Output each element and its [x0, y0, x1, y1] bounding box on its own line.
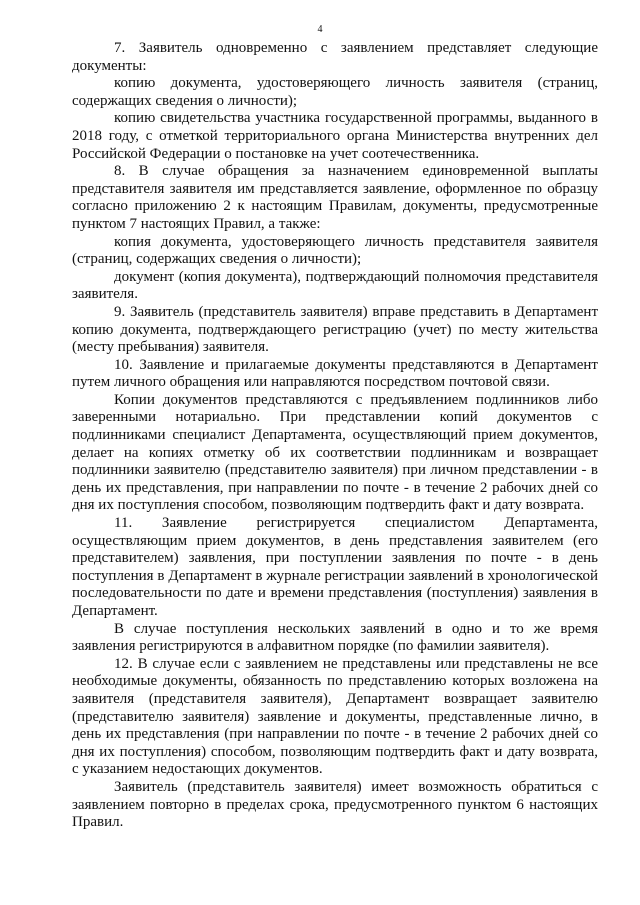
paragraph-8-item-authority-document: документ (копия документа), подтверждающий полномочия представителя заявителя.: [72, 268, 598, 303]
paragraph-7-item-certificate-copy: копию свидетельства участника государственной программы, выданного в 2018 году, с отметкой территориального органа Министерства внутренних дел Российской Федерации о постановке на учет соотечественника.: [72, 110, 598, 162]
paragraph-8: 8. В случае обращения за назначением единовременной выплаты представителя заявителя им представляется заявление, оформленное по образцу согласно приложению 2 к настоящим Правилам, документы, предусмотренные пунктом 7 настоящих Правил, а также:: [72, 163, 598, 232]
paragraph-9: 9. Заявитель (представитель заявителя) вправе представить в Департамент копию документа, подтверждающего регистрацию (учет) по месту жительства (месту пребывания) заявителя.: [72, 303, 598, 356]
paragraph-10-copies: Копии документов представляются с предъявлением подлинников либо заверенными нотариально. При представлении копий документов с подлинниками специалист Департамента, осуществляющий прием документов, делает на копиях отметку об их соответствии подлинникам и возвращает подлинники заявителю (представителю заявителя) при личном представлении - в день их представления, при направлении по почте - в течение 2 рабочих дней со дня их поступления способом, позволяющим подтвердить факт и дату возврата.: [72, 391, 598, 514]
paragraph-7: 7. Заявитель одновременно с заявлением представляет следующие документы:: [72, 40, 598, 74]
document-body: [72, 40, 598, 832]
paragraph-11: 11. Заявление регистрируется специалистом Департамента, осуществляющим прием документов, в день представления заявителем (его представителем) заявления, при поступлении заявления по почте - в день поступления в Департамент в журнале регистрации заявлений в хронологической последовательности по дате и времени представления (поступления) заявления в Департамент.: [72, 515, 598, 619]
paragraph-10: 10. Заявление и прилагаемые документы представляются в Департамент путем личного обращения или направляются посредством почтовой связи.: [72, 356, 598, 391]
paragraph-11-same-time: В случае поступления нескольких заявлений в одно и то же время заявления регистрируются в алфавитном порядке (по фамилии заявителя).: [72, 620, 598, 655]
paragraph-12-repeat-application: Заявитель (представитель заявителя) имеет возможность обратиться с заявлением повторно в пределах срока, предусмотренного пунктом 6 настоящих Правил.: [72, 778, 598, 831]
paragraph-8-item-representative-identity: копия документа, удостоверяющего личность представителя заявителя (страниц, содержащих сведения о личности);: [72, 233, 598, 268]
paragraph-7-item-identity-copy: копию документа, удостоверяющего личность заявителя (страниц, содержащих сведения о личности);: [72, 75, 598, 109]
page-number: 4: [317, 24, 323, 35]
paragraph-12: 12. В случае если с заявлением не представлены или представлены не все необходимые документы, обязанность по представлению которых возложена на заявителя (представителя заявителя), Департамент возвращает заявителю (представителю заявителя) заявление и документы, представленные лично, в день их представления (при направлении по почте - в течение 2 рабочих дней со дня их поступления) способом, позволяющим подтвердить факт и дату возврата, с указанием недостающих документов.: [72, 655, 598, 778]
